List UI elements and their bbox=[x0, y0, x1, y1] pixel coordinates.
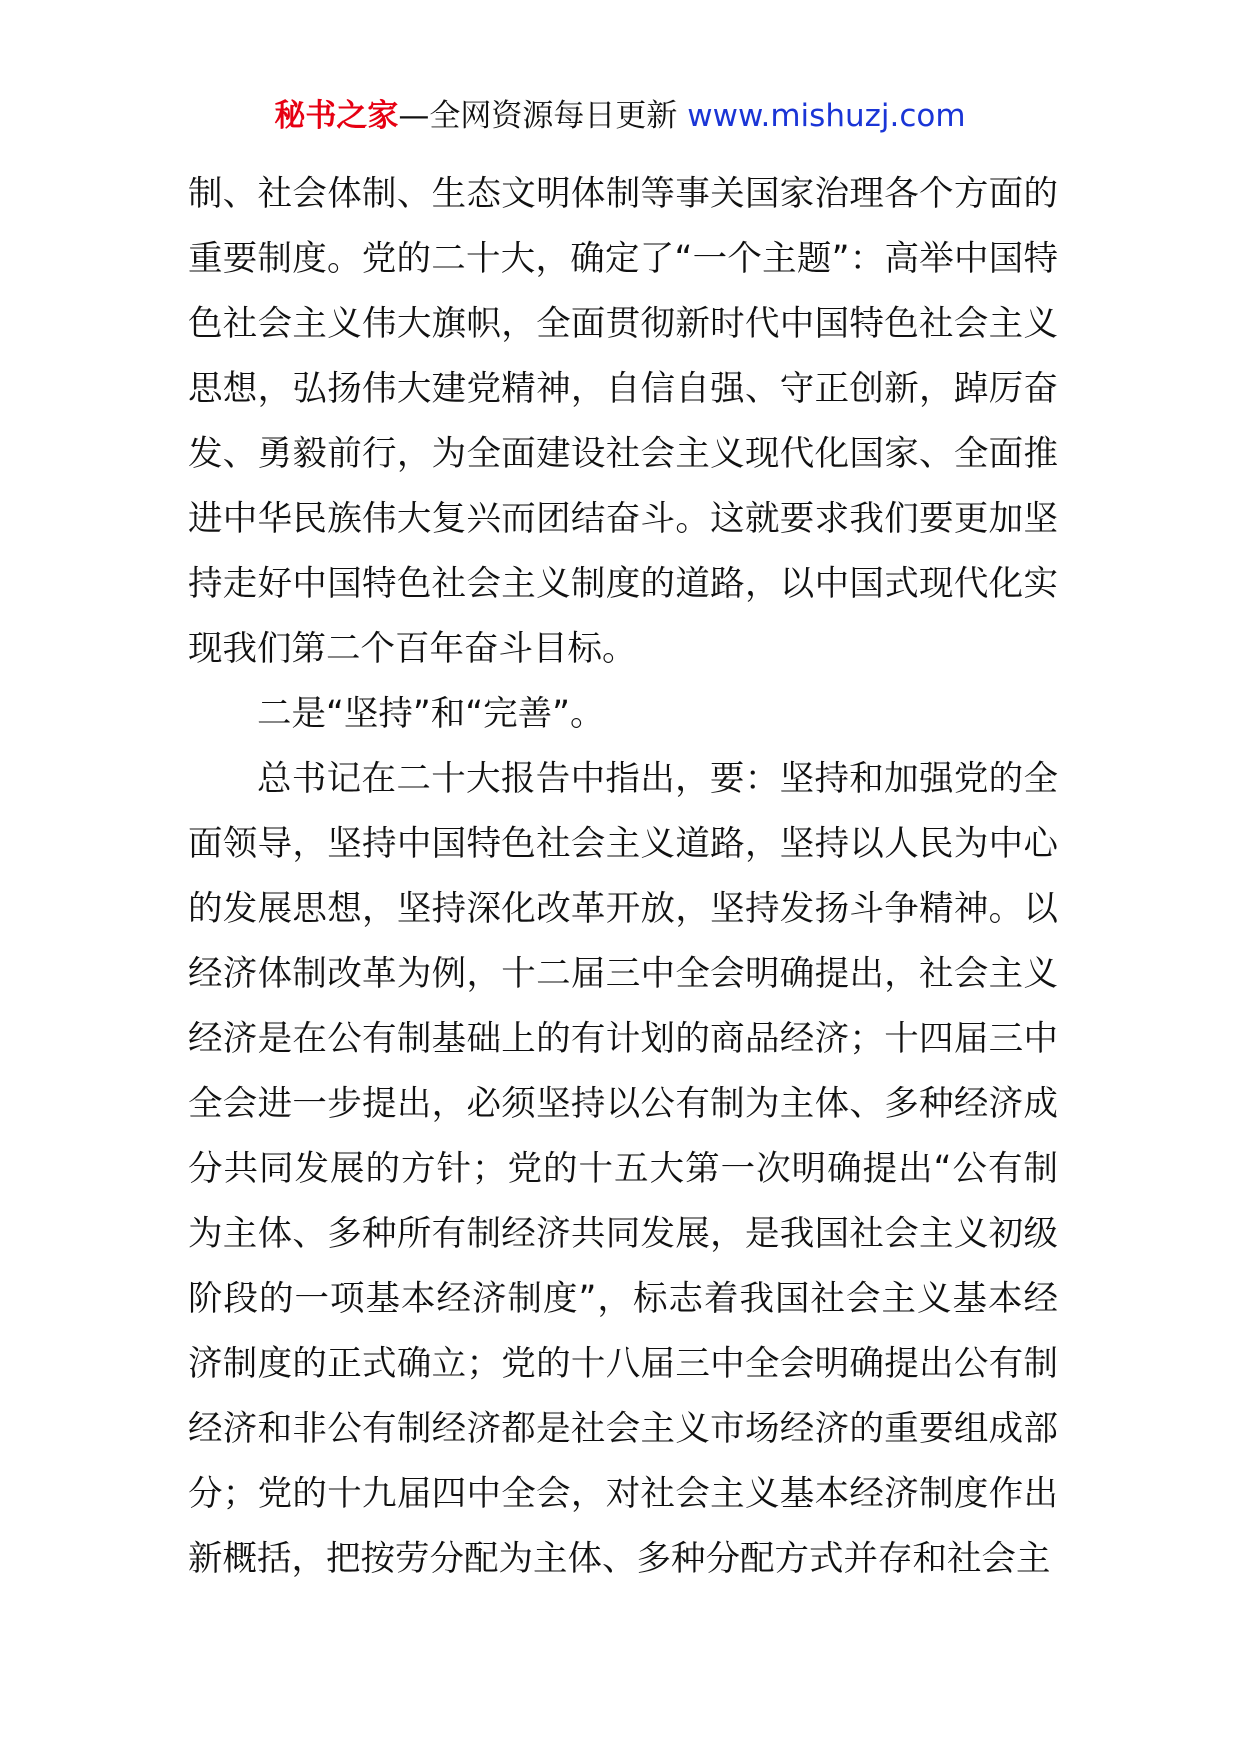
site-url-link[interactable]: www.mishuzj.com bbox=[687, 98, 966, 134]
paragraph-continuation: 制、社会体制、生态文明体制等事关国家治理各个方面的重要制度。党的二十大，确定了“一个主题”：高举中国特色社会主义伟大旗帜，全面贯彻新时代中国特色社会主义思想，弘扬伟大建党精神，自信自强、守正创新，踔厉奋发、勇毅前行，为全面建设社会主义现代化国家、全面推进中华民族伟大复兴而团结奋斗。这就要求我们要更加坚持走好中国特色社会主义制度的道路，以中国式现代化实现我们第二个百年奋斗目标。 bbox=[188, 174, 1058, 669]
header-slogan: —全网资源每日更新 bbox=[398, 98, 688, 134]
document-body bbox=[188, 162, 1058, 1592]
section-heading: 二是“坚持”和“完善”。 bbox=[257, 694, 605, 734]
site-header bbox=[0, 96, 1240, 136]
brand-name: 秘书之家 bbox=[274, 98, 399, 134]
paragraph-economic-reform: 总书记在二十大报告中指出，要：坚持和加强党的全面领导，坚持中国特色社会主义道路，坚持以人民为中心的发展思想，坚持深化改革开放，坚持发扬斗争精神。以经济体制改革为例，十二届三中全会明确提出，社会主义经济是在公有制基础上的有计划的商品经济；十四届三中全会进一步提出，必须坚持以公有制为主体、多种经济成分共同发展的方针；党的十五大第一次明确提出“公有制为主体、多种所有制经济共同发展，是我国社会主义初级阶段的一项基本经济制度”，标志着我国社会主义基本经济制度的正式确立；党的十八届三中全会明确提出公有制经济和非公有制经济都是社会主义市场经济的重要组成部分；党的十九届四中全会，对社会主义基本经济制度作出新概括，把按劳分配为主体、多种分配方式并存和社会主 bbox=[188, 759, 1058, 1579]
